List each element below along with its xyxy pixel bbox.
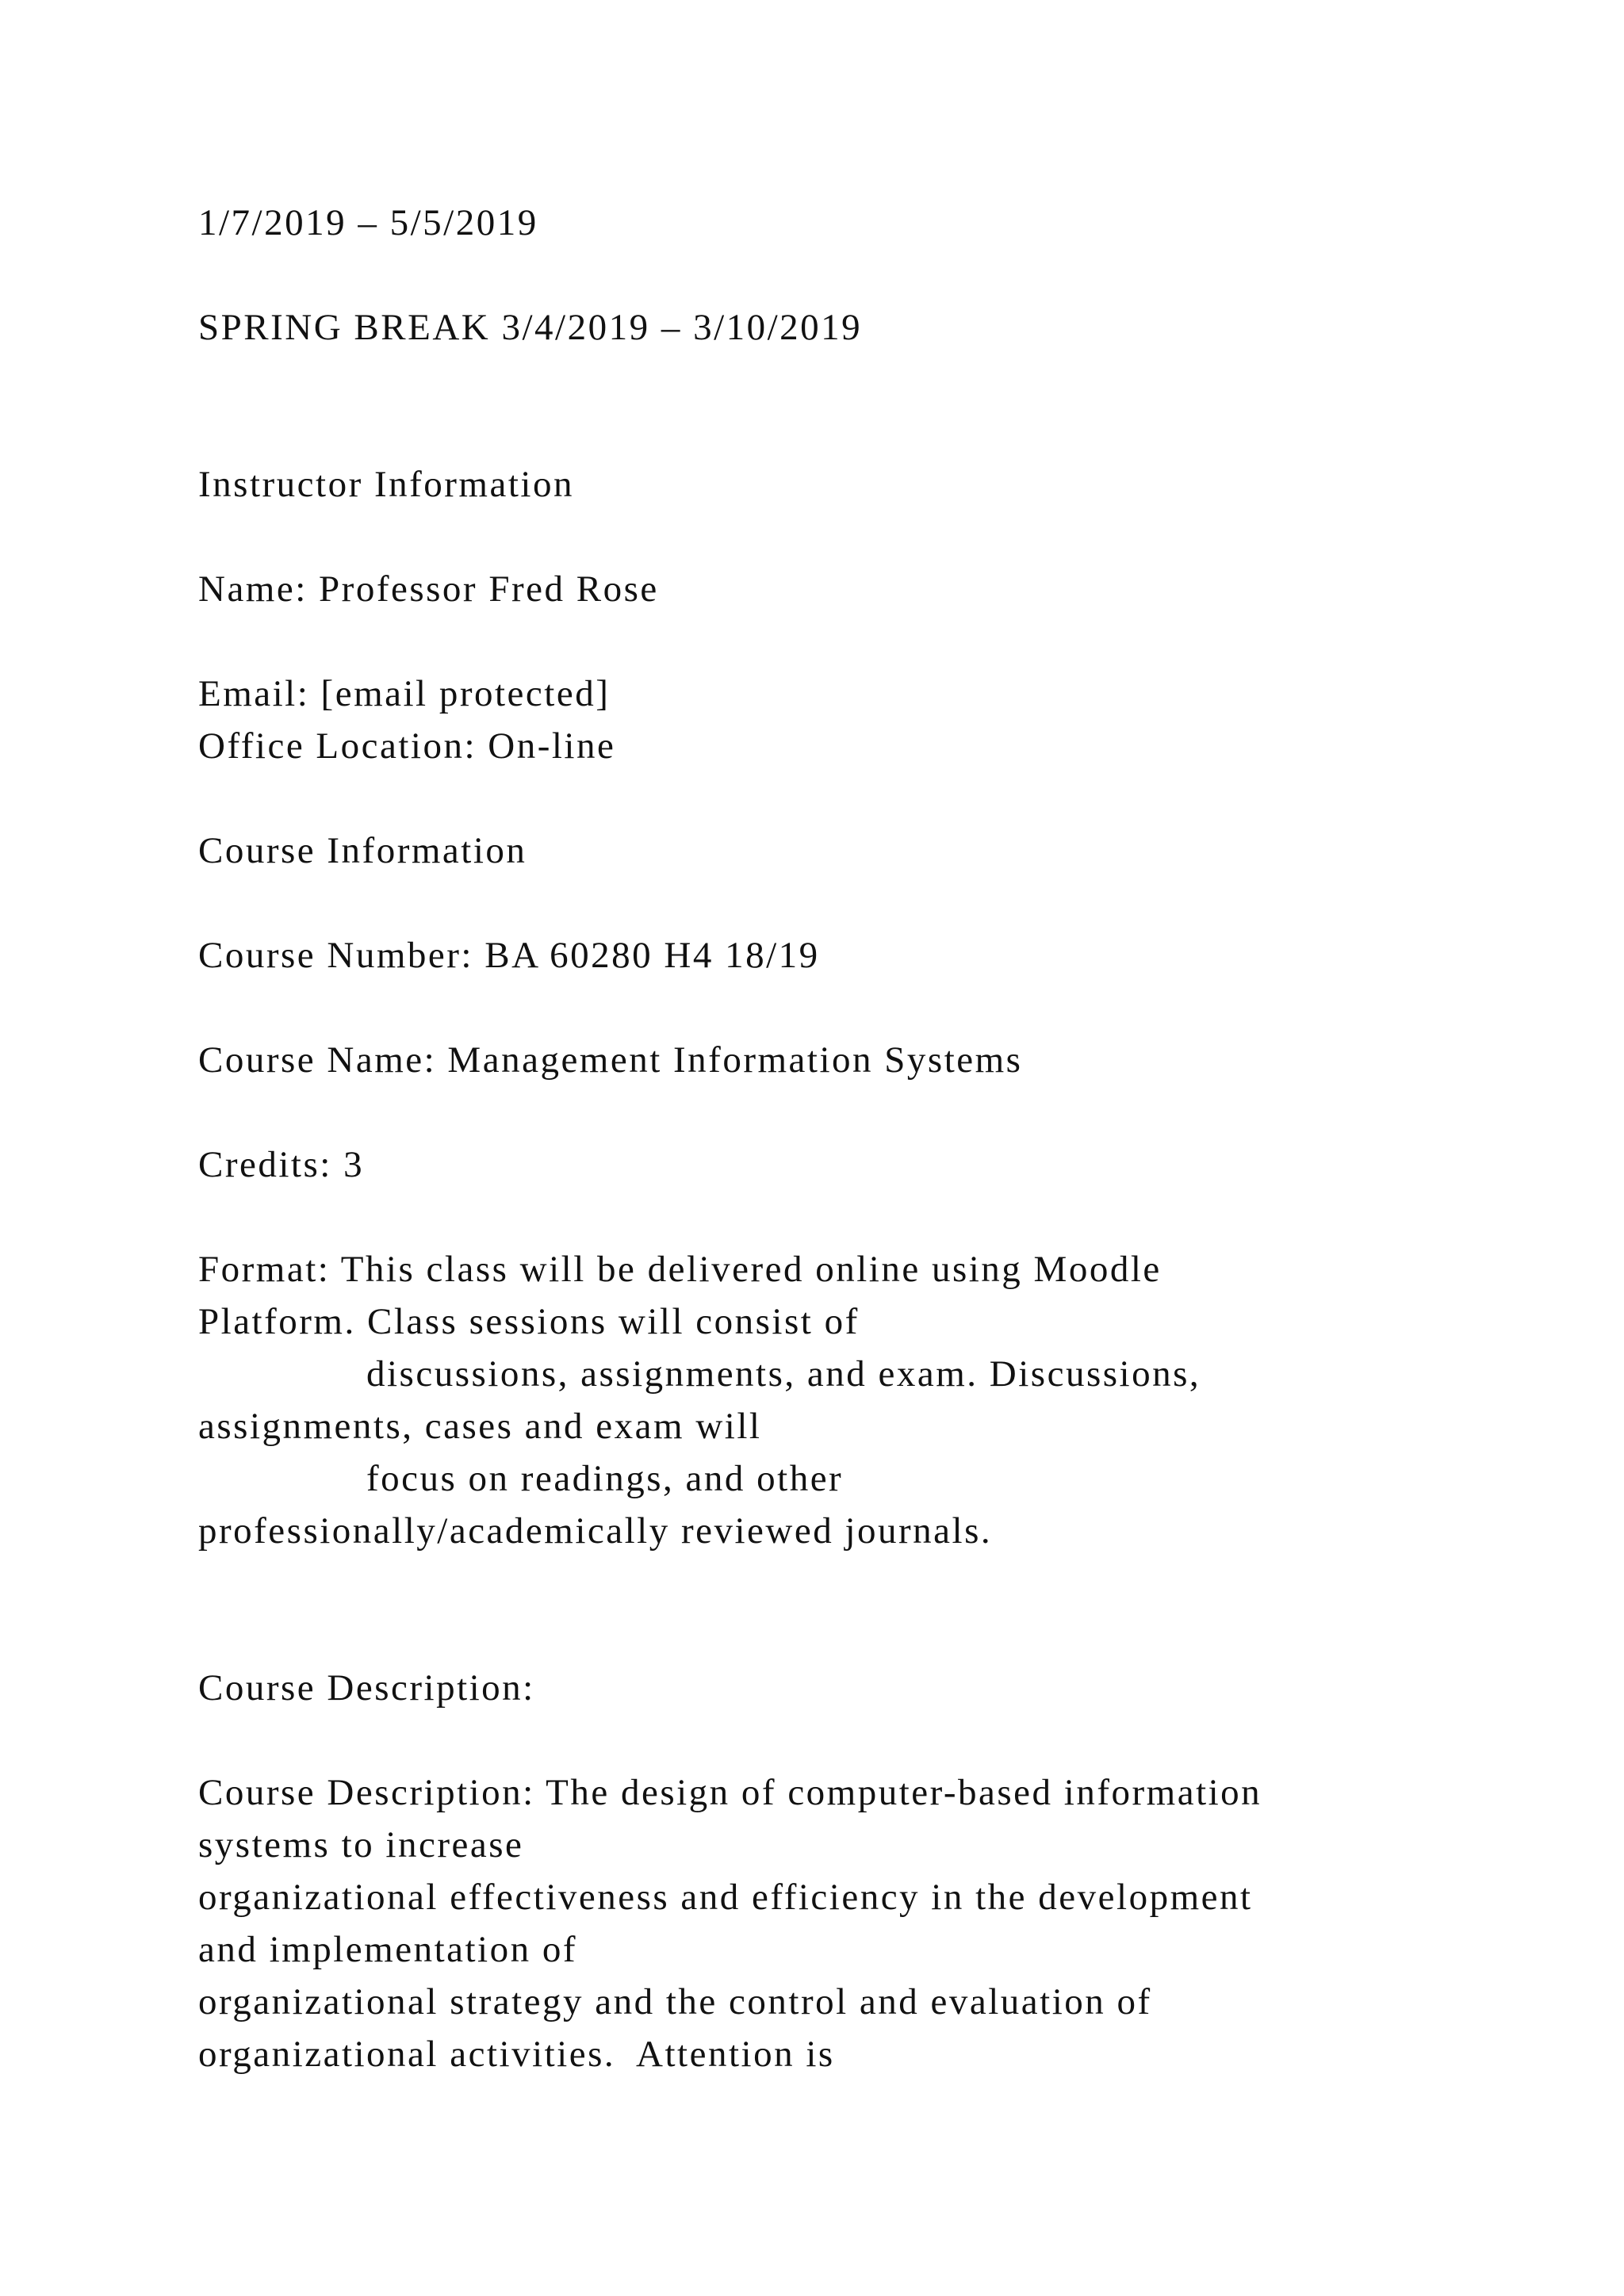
description-line: organizational activities. Attention is	[198, 2034, 835, 2075]
description-heading: Course Description:	[198, 1667, 535, 1709]
course-format-line: focus on readings, and other	[366, 1458, 844, 1499]
course-credits: Credits: 3	[198, 1144, 365, 1185]
instructor-email: Email: [email protected]	[198, 673, 611, 714]
spring-break-dates: SPRING BREAK 3/4/2019 – 3/10/2019	[198, 307, 863, 348]
course-format-line: discussions, assignments, and exam. Discussions,	[366, 1353, 1201, 1395]
course-heading: Course Information	[198, 830, 527, 871]
description-line: and implementation of	[198, 1929, 578, 1970]
course-format-line: assignments, cases and exam will	[198, 1406, 762, 1447]
description-line: Course Description: The design of computer-based information	[198, 1772, 1262, 1813]
instructor-name: Name: Professor Fred Rose	[198, 568, 659, 610]
instructor-office: Office Location: On-line	[198, 725, 616, 767]
course-number: Course Number: BA 60280 H4 18/19	[198, 935, 820, 976]
description-line: organizational effectiveness and efficiency in the development	[198, 1877, 1253, 1918]
course-format-line: Platform. Class sessions will consist of	[198, 1301, 860, 1342]
instructor-heading: Instructor Information	[198, 464, 574, 505]
course-name: Course Name: Management Information Systems	[198, 1039, 1023, 1081]
description-line: organizational strategy and the control and evaluation of	[198, 1981, 1152, 2022]
description-line: systems to increase	[198, 1824, 524, 1866]
term-dates: 1/7/2019 – 5/5/2019	[198, 202, 538, 243]
course-format-line: Format: This class will be delivered online using Moodle	[198, 1249, 1162, 1290]
course-format-line: professionally/academically reviewed journals.	[198, 1510, 993, 1552]
